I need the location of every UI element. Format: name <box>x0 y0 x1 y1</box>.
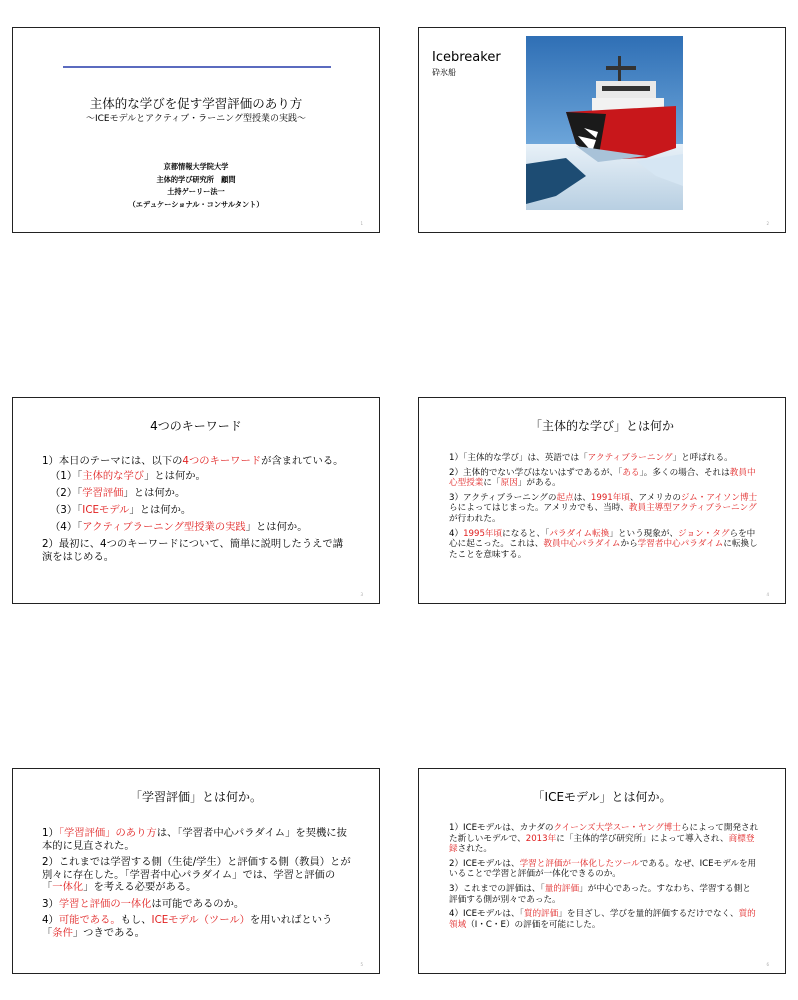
highlight-text: 1991年頃 <box>590 492 630 503</box>
highlight-text: 起点 <box>556 492 574 503</box>
paragraph <box>42 470 351 483</box>
paragraph <box>42 455 351 468</box>
slide-title-text: 主体的な学びを促す学習評価のあり方 <box>89 96 303 111</box>
highlight-text: 学習者中心パラダイム <box>637 539 724 550</box>
body-text: （2）「 <box>50 487 83 499</box>
paragraph <box>42 914 351 939</box>
highlight-text: ICEモデル <box>82 504 130 516</box>
body-text: らを中心に起こった。これは、 <box>449 528 756 550</box>
slide-title-text: 4つのキーワード <box>150 419 242 433</box>
body-text: 」という現象が、 <box>609 528 679 539</box>
highlight-text: アクティブラーニング <box>587 453 673 463</box>
body-text: は、「学習者中心パラダイム」を契機に抜本的に見直された。 <box>42 827 347 852</box>
body-text: 4） <box>42 914 59 926</box>
slide-ice-model <box>418 768 786 974</box>
body-text: は、 <box>573 492 591 503</box>
title-rule <box>63 66 331 68</box>
body-text: が行われた。 <box>449 513 501 524</box>
highlight-text: 学習と評価の一体化 <box>58 897 152 910</box>
highlight-text: パラダイム転換 <box>549 528 610 539</box>
highlight-text: アクティブラーニング型授業の実践 <box>82 521 246 533</box>
highlight-text: クイーンズ大学スー・ヤング博士 <box>553 823 681 833</box>
body-text: 1）「主体的な学び」は、英語では「 <box>449 453 588 463</box>
slide-subtitle-text: 砕氷船 <box>432 68 456 77</box>
body-text: 」。多くの場合、それは <box>639 467 730 478</box>
body-text: （4）「 <box>50 521 83 533</box>
highlight-text: ある <box>622 467 640 478</box>
highlight-text: 原因 <box>500 478 518 489</box>
body-text: 」とは何か。 <box>144 470 206 482</box>
body-text: 」が中心であった。すなわち、学習する側と評価する側が別々であった。 <box>449 883 751 905</box>
body-text: 、アメリカの <box>629 492 681 503</box>
highlight-text: 量的評価 <box>544 883 580 894</box>
paragraph <box>449 529 759 561</box>
paragraph <box>42 538 351 564</box>
slide-body <box>42 827 351 943</box>
paragraph <box>449 884 759 905</box>
body-text: らによってはじまった。アメリカでも、当時、 <box>449 503 629 514</box>
slide-title <box>12 27 380 233</box>
page-number: 5 <box>360 962 363 967</box>
body-text: 3）これまでの評価は、「 <box>449 883 545 894</box>
highlight-text: ジム・アイソン博士 <box>680 492 758 503</box>
slide-learning-assessment <box>12 768 380 974</box>
highlight-text: 学習評価 <box>82 487 124 499</box>
body-text: 」とは何か。 <box>129 504 192 516</box>
highlight-text: 2013年 <box>525 833 557 844</box>
author-line: 主体的学び研究所 顧問 <box>156 174 236 184</box>
body-text: 」と呼ばれる。 <box>672 453 733 463</box>
slide-body <box>42 455 351 566</box>
page-number: 4 <box>766 592 769 597</box>
body-text: 4） <box>449 528 464 539</box>
highlight-text: 主体的な学び <box>82 470 145 482</box>
highlight-text: 条件 <box>52 926 73 939</box>
highlight-text: ジョン・タグ <box>678 528 730 539</box>
highlight-text: 一体化 <box>52 881 84 893</box>
body-text: が含まれている。 <box>261 455 344 467</box>
body-text: 2）主体的でない学びはないはずであるが、「 <box>449 467 623 478</box>
body-text: 」を目ざし、学びを量的評価するだけでなく、 <box>558 909 739 920</box>
paragraph <box>449 909 759 930</box>
highlight-text: 教員中心パラダイム <box>543 539 621 550</box>
paragraph <box>42 898 351 911</box>
body-text: に「 <box>483 478 501 489</box>
paragraph <box>449 468 759 489</box>
page-number: 1 <box>360 221 363 226</box>
page-number: 2 <box>766 221 769 226</box>
body-text: 1）ICEモデルは、カナダの <box>449 823 554 833</box>
body-text: に「主体的学び研究所」によって導入され、 <box>556 833 729 844</box>
body-text: 1）本日のテーマには、以下の <box>42 455 183 467</box>
body-text: された。 <box>457 844 492 855</box>
slide-body <box>449 453 759 564</box>
body-text: もし、 <box>120 914 152 926</box>
paragraph <box>42 521 351 534</box>
body-text: （I・C・E）の評価を可能にした。 <box>466 919 601 930</box>
slide-keywords <box>12 397 380 604</box>
body-text: （3）「 <box>50 504 83 516</box>
highlight-text: 4つのキーワード <box>182 455 262 467</box>
icebreaker-ship-photo <box>526 36 683 210</box>
highlight-text: 質的評価 <box>523 909 559 920</box>
page-number: 3 <box>360 592 363 597</box>
highlight-text: 質的領域 <box>449 909 756 930</box>
highlight-text: 1995年頃 <box>463 528 503 539</box>
slide-title-text: Icebreaker <box>432 50 501 65</box>
body-text: 2）最初に、4つのキーワードについて、簡単に説明したうえで講演をはじめる。 <box>42 538 344 563</box>
body-text: は可能であるのか。 <box>151 897 245 910</box>
paragraph <box>42 504 351 517</box>
slide-body <box>449 823 759 934</box>
author-block <box>13 161 379 211</box>
page-number: 6 <box>766 962 769 967</box>
slide-title-text: 「学習評価」とは何か。 <box>129 790 262 804</box>
highlight-text: 教員主導型アクティブラーニング <box>628 503 757 514</box>
body-text: 」つきである。 <box>72 926 145 939</box>
body-text: 2）ICEモデルは、 <box>449 858 520 869</box>
paragraph <box>42 487 351 500</box>
body-text: に転換したことを意味する。 <box>449 539 758 560</box>
body-text: 」がある。 <box>517 478 561 489</box>
body-text: になると、「 <box>502 528 550 539</box>
author-line: 京都情報大学院大学 <box>163 162 229 171</box>
body-text: 3）アクティブラーニングの <box>449 492 557 503</box>
author-line: （エデュケーショナル・コンサルタント） <box>128 199 264 209</box>
highlight-text: 可能である。 <box>58 914 121 926</box>
highlight-text: 「学習評価」のあり方 <box>58 827 157 839</box>
paragraph <box>42 827 351 852</box>
paragraph <box>449 493 759 525</box>
body-text: 2）これまでは学習する側（生徒/学生）と評価する側（教員）とが別々に存在した。「学習者中心パラダイム」では、学習と評価の「 <box>42 856 351 893</box>
paragraph <box>42 856 351 894</box>
slide-title-text: 「主体的な学び」とは何か <box>529 419 674 433</box>
body-text: らによって開発された新しいモデルで、 <box>449 823 759 844</box>
highlight-text: 商標登録 <box>449 833 755 855</box>
body-text: を用いればという「 <box>42 914 333 939</box>
highlight-text: 学習と評価が一体化したツール <box>519 858 640 869</box>
body-text: である。なぜ、ICEモデルを用いることで学習と評価が一体化できるのか。 <box>449 858 757 880</box>
highlight-text: ICEモデル（ツール） <box>151 914 250 926</box>
slide-active-learning <box>418 397 786 604</box>
author-line: 土持ゲーリー法一 <box>167 187 225 196</box>
body-text: 4）ICEモデルは、「 <box>449 909 524 920</box>
slide-title-text: 「ICEモデル」とは何か。 <box>532 790 672 804</box>
highlight-text: 教員中心型授業 <box>449 467 756 489</box>
body-text: 」とは何か。 <box>245 521 308 533</box>
body-text: 」とは何か。 <box>123 487 186 499</box>
body-text: 」を考える必要がある。 <box>83 881 197 893</box>
slide-icebreaker <box>418 27 786 233</box>
slide-subtitle-text: 〜ICEモデルとアクティブ・ラーニング型授業の実践〜 <box>85 114 306 124</box>
body-text: 3） <box>42 897 59 910</box>
body-text: から <box>620 539 638 550</box>
body-text: 1） <box>42 827 59 839</box>
body-text: （1）「 <box>50 470 83 482</box>
paragraph <box>449 453 759 464</box>
paragraph <box>449 823 759 855</box>
paragraph <box>449 859 759 880</box>
